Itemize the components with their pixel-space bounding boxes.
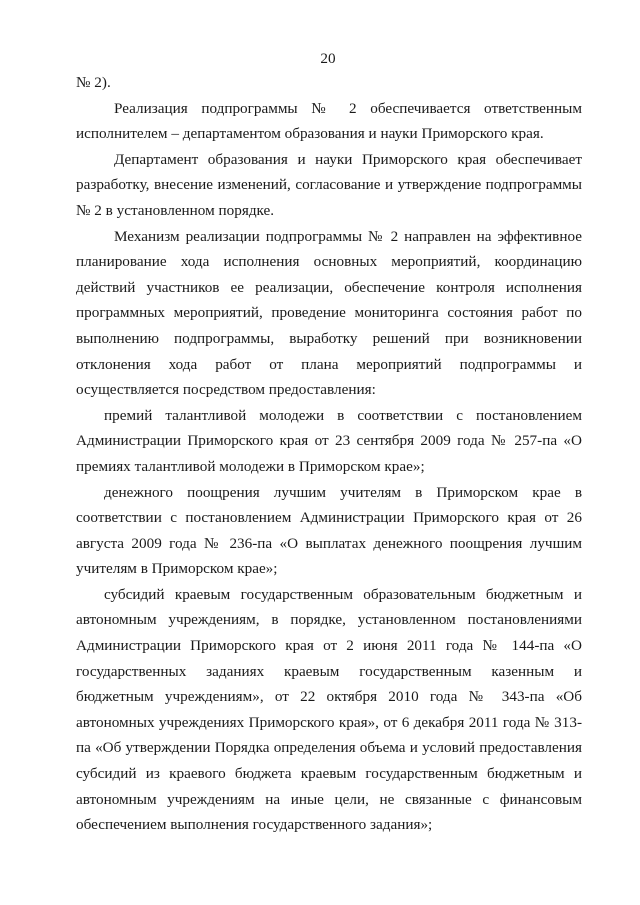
list-item-teacher-rewards: денежного поощрения лучшим учителям в Приморском крае в соответствии с постановлением Администрации Приморского края от 26 августа 2009 года № 236-па «О выплатах денежного поощрения лучшим учителям в Приморском крае»; bbox=[76, 483, 582, 578]
paragraph-continuation: № 2). bbox=[76, 74, 111, 91]
document-body bbox=[76, 70, 582, 838]
list-item-youth-awards: премий талантливой молодежи в соответствии с постановлением Администрации Приморского края от 23 сентября 2009 года № 257-па «О премиях талантливой молодежи в Приморском крае»; bbox=[76, 406, 582, 475]
page-number: 20 bbox=[320, 50, 336, 67]
paragraph-department-duties: Департамент образования и науки Приморского края обеспечивает разработку, внесение изменений, согласование и утверждение подпрограммы № 2 в установленном порядке. bbox=[76, 150, 582, 219]
list-item-subsidies: субсидий краевым государственным образовательным бюджетным и автономным учреждениям, в порядке, установленном постановлениями Администрации Приморского края от 2 июня 2011 года № 144-па «О государственных заданиях краевым государственным казенным и бюджетным учреждениям», от 22 октября 2010 года № 343-па «Об автономных учреждениях Приморского края», от 6 декабря 2011 года № 313-па «Об утверждении Порядка определения объема и условий предоставления субсидий из краевого бюджета краевым государственным бюджетным и автономным учреждениям на иные цели, не связанные с финансовым обеспечением выполнения государственного задания»; bbox=[76, 585, 582, 834]
paragraph-mechanism: Механизм реализации подпрограммы № 2 направлен на эффективное планирование хода исполнения основных мероприятий, координацию действий участников ее реализации, обеспечение контроля исполнения программных мероприятий, проведение мониторинга состояния работ по выполнению подпрограммы, выработку решений при возникновении отклонения хода работ от плана мероприятий подпрограммы и осуществляется посредством предоставления: bbox=[76, 227, 582, 399]
paragraph-responsible-executor: Реализация подпрограммы № 2 обеспечивается ответственным исполнителем – департаментом образования и науки Приморского края. bbox=[76, 99, 582, 143]
